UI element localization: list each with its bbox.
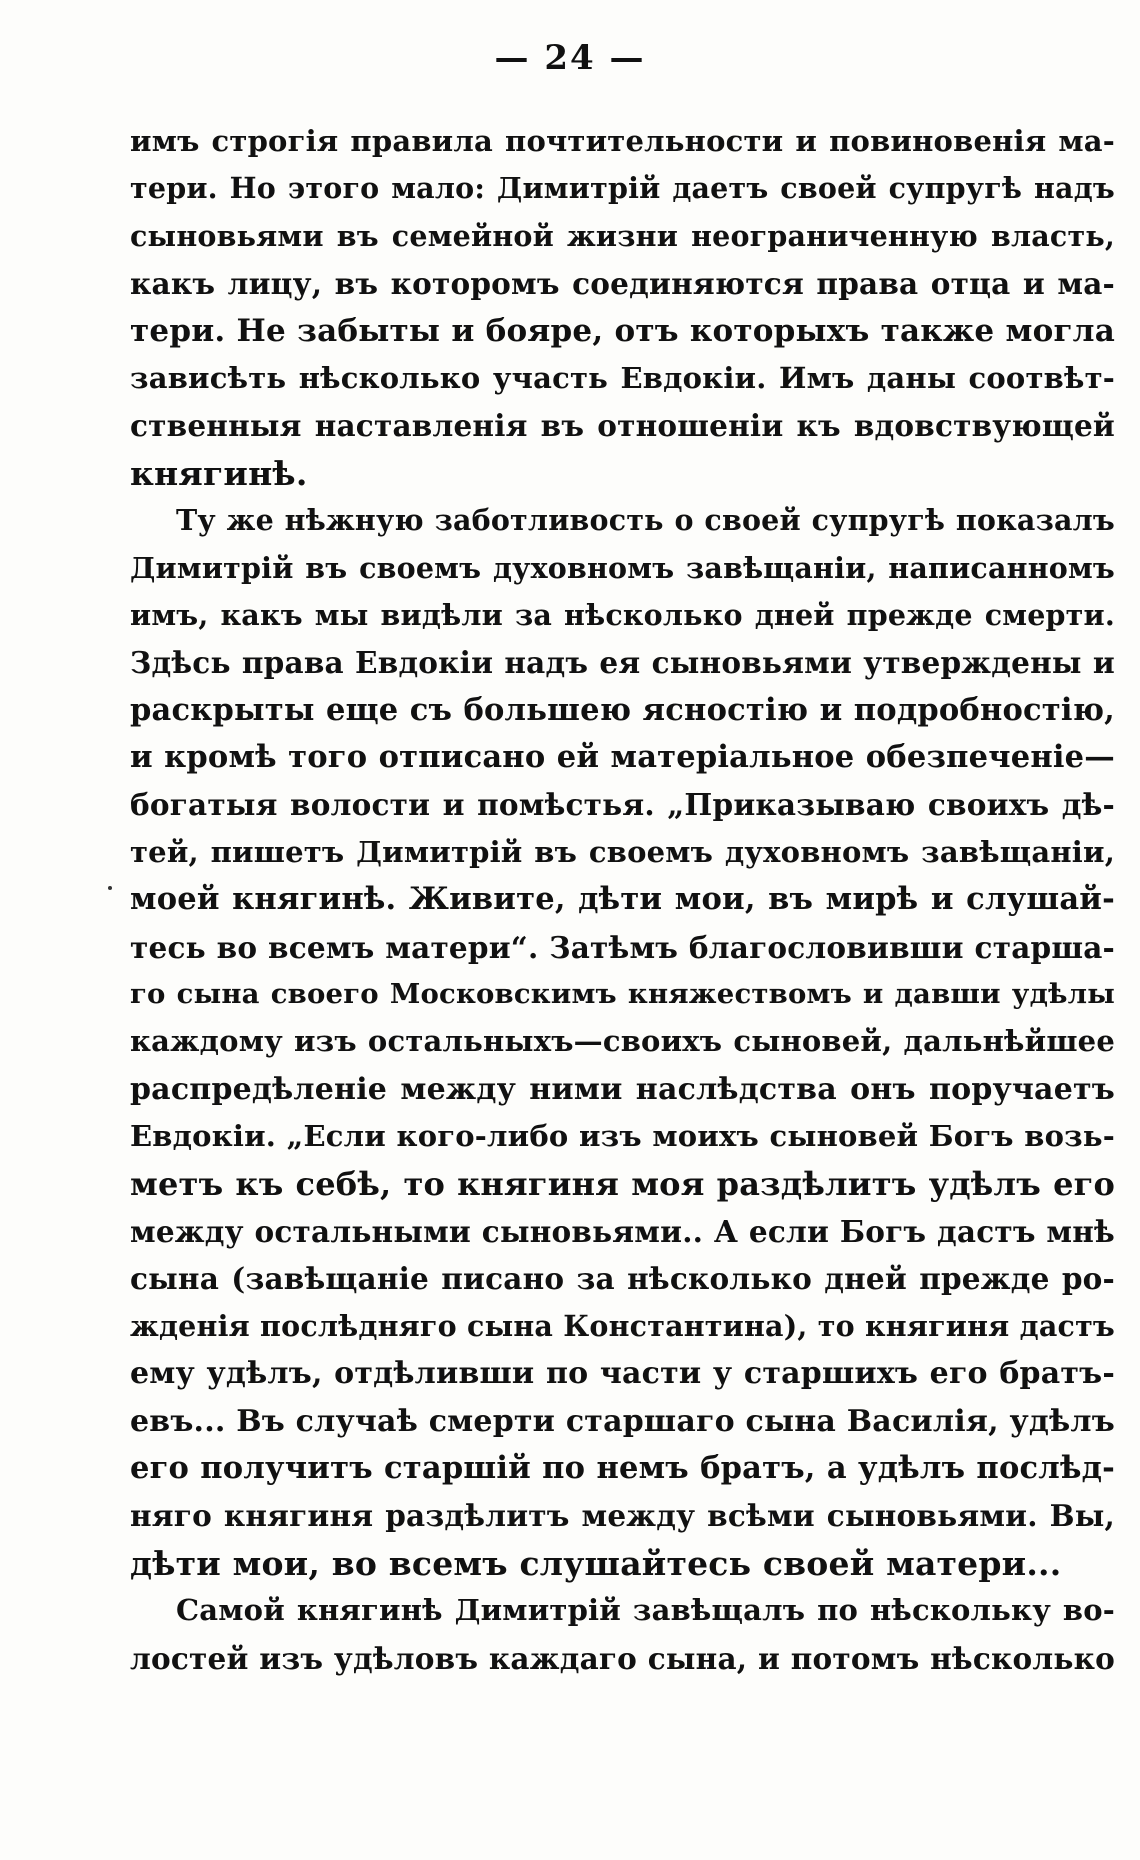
text-line: богатыя волости и помѣстья. „Приказываю своихъ дѣ-	[130, 787, 1115, 823]
text-line: го сына своего Московскимъ княжествомъ и давши удѣлы	[130, 978, 1115, 1011]
text-line: тей, пишетъ Димитрій въ своемъ духовномъ завѣщаніи,	[130, 834, 1115, 869]
text-line: жденія послѣдняго сына Константина), то княгиня дастъ	[130, 1308, 1115, 1343]
text-line: Самой княгинѣ Димитрій завѣщалъ по нѣскольку во-	[176, 1593, 1115, 1628]
text-line: и кромѣ того отписано ей матеріальное обезпеченіе—	[130, 739, 1115, 776]
text-line: распредѣленіе между ними наслѣдства онъ поручаетъ	[130, 1071, 1115, 1107]
text-line: Здѣсь права Евдокіи надъ ея сыновьями утверждены и	[130, 645, 1115, 681]
text-line: Ту же нѣжную заботливость о своей супругѣ показалъ	[176, 503, 1115, 538]
text-line: Димитрій въ своемъ духовномъ завѣщаніи, написанномъ	[130, 550, 1115, 585]
text-line: лостей изъ удѣловъ каждаго сына, и потомъ нѣсколько	[130, 1640, 1115, 1676]
text-line: каждому изъ остальныхъ—своихъ сыновей, дальнѣйшее	[130, 1024, 1115, 1059]
text-line: княгинѣ.	[130, 453, 308, 493]
text-line: ему удѣлъ, отдѣливши по части у старшихъ его братъ-	[130, 1356, 1115, 1392]
text-line: имъ строгія правила почтительности и повиновенія ма-	[130, 124, 1115, 158]
text-line: няго княгиня раздѣлитъ между всѣми сыновьями. Вы,	[130, 1498, 1115, 1534]
text-line: тесь во всемъ матери“. Затѣмъ благословивши старша-	[130, 929, 1115, 965]
text-line: метъ къ себѣ, то княгиня моя раздѣлитъ удѣлъ его	[130, 1164, 1115, 1203]
text-line: дѣти мои, во всемъ слушайтесь своей матери...	[130, 1543, 1062, 1583]
text-line: сына (завѣщаніе писано за нѣсколько дней прежде ро-	[130, 1261, 1115, 1297]
body-text	[130, 118, 1115, 1682]
text-line: ственныя наставленія въ отношеніи къ вдовствующей	[130, 408, 1115, 444]
text-line: евъ... Въ случаѣ смерти старшаго сына Василія, удѣлъ	[130, 1403, 1115, 1439]
print-speck	[108, 886, 112, 890]
text-line: имъ, какъ мы видѣли за нѣсколько дней прежде смерти.	[130, 597, 1115, 632]
text-line: Евдокіи. „Если кого-либо изъ моихъ сыновей Богъ возь-	[130, 1119, 1115, 1154]
text-line: между остальными сыновьями.. А если Богъ дастъ мнѣ	[130, 1213, 1115, 1249]
text-line: раскрыты еще съ большею ясностію и подробностію,	[130, 691, 1115, 728]
text-line: его получитъ старшій по немъ братъ, а удѣлъ послѣд-	[130, 1449, 1115, 1486]
text-line: тери. Но этого мало: Димитрій даетъ своей супругѣ надъ	[130, 171, 1115, 206]
text-line: сыновьями въ семейной жизни неограниченную власть,	[130, 218, 1115, 253]
text-line: какъ лицу, въ которомъ соединяются права отца и ма-	[130, 266, 1115, 302]
text-line: тери. Не забыты и бояре, отъ которыхъ также могла	[130, 312, 1115, 349]
text-line: моей княгинѣ. Живите, дѣти мои, въ мирѣ и слушай-	[130, 881, 1115, 918]
page-number: — 24 —	[494, 38, 646, 78]
text-line: зависѣть нѣсколько участь Евдокіи. Имъ даны соотвѣт-	[130, 360, 1115, 395]
